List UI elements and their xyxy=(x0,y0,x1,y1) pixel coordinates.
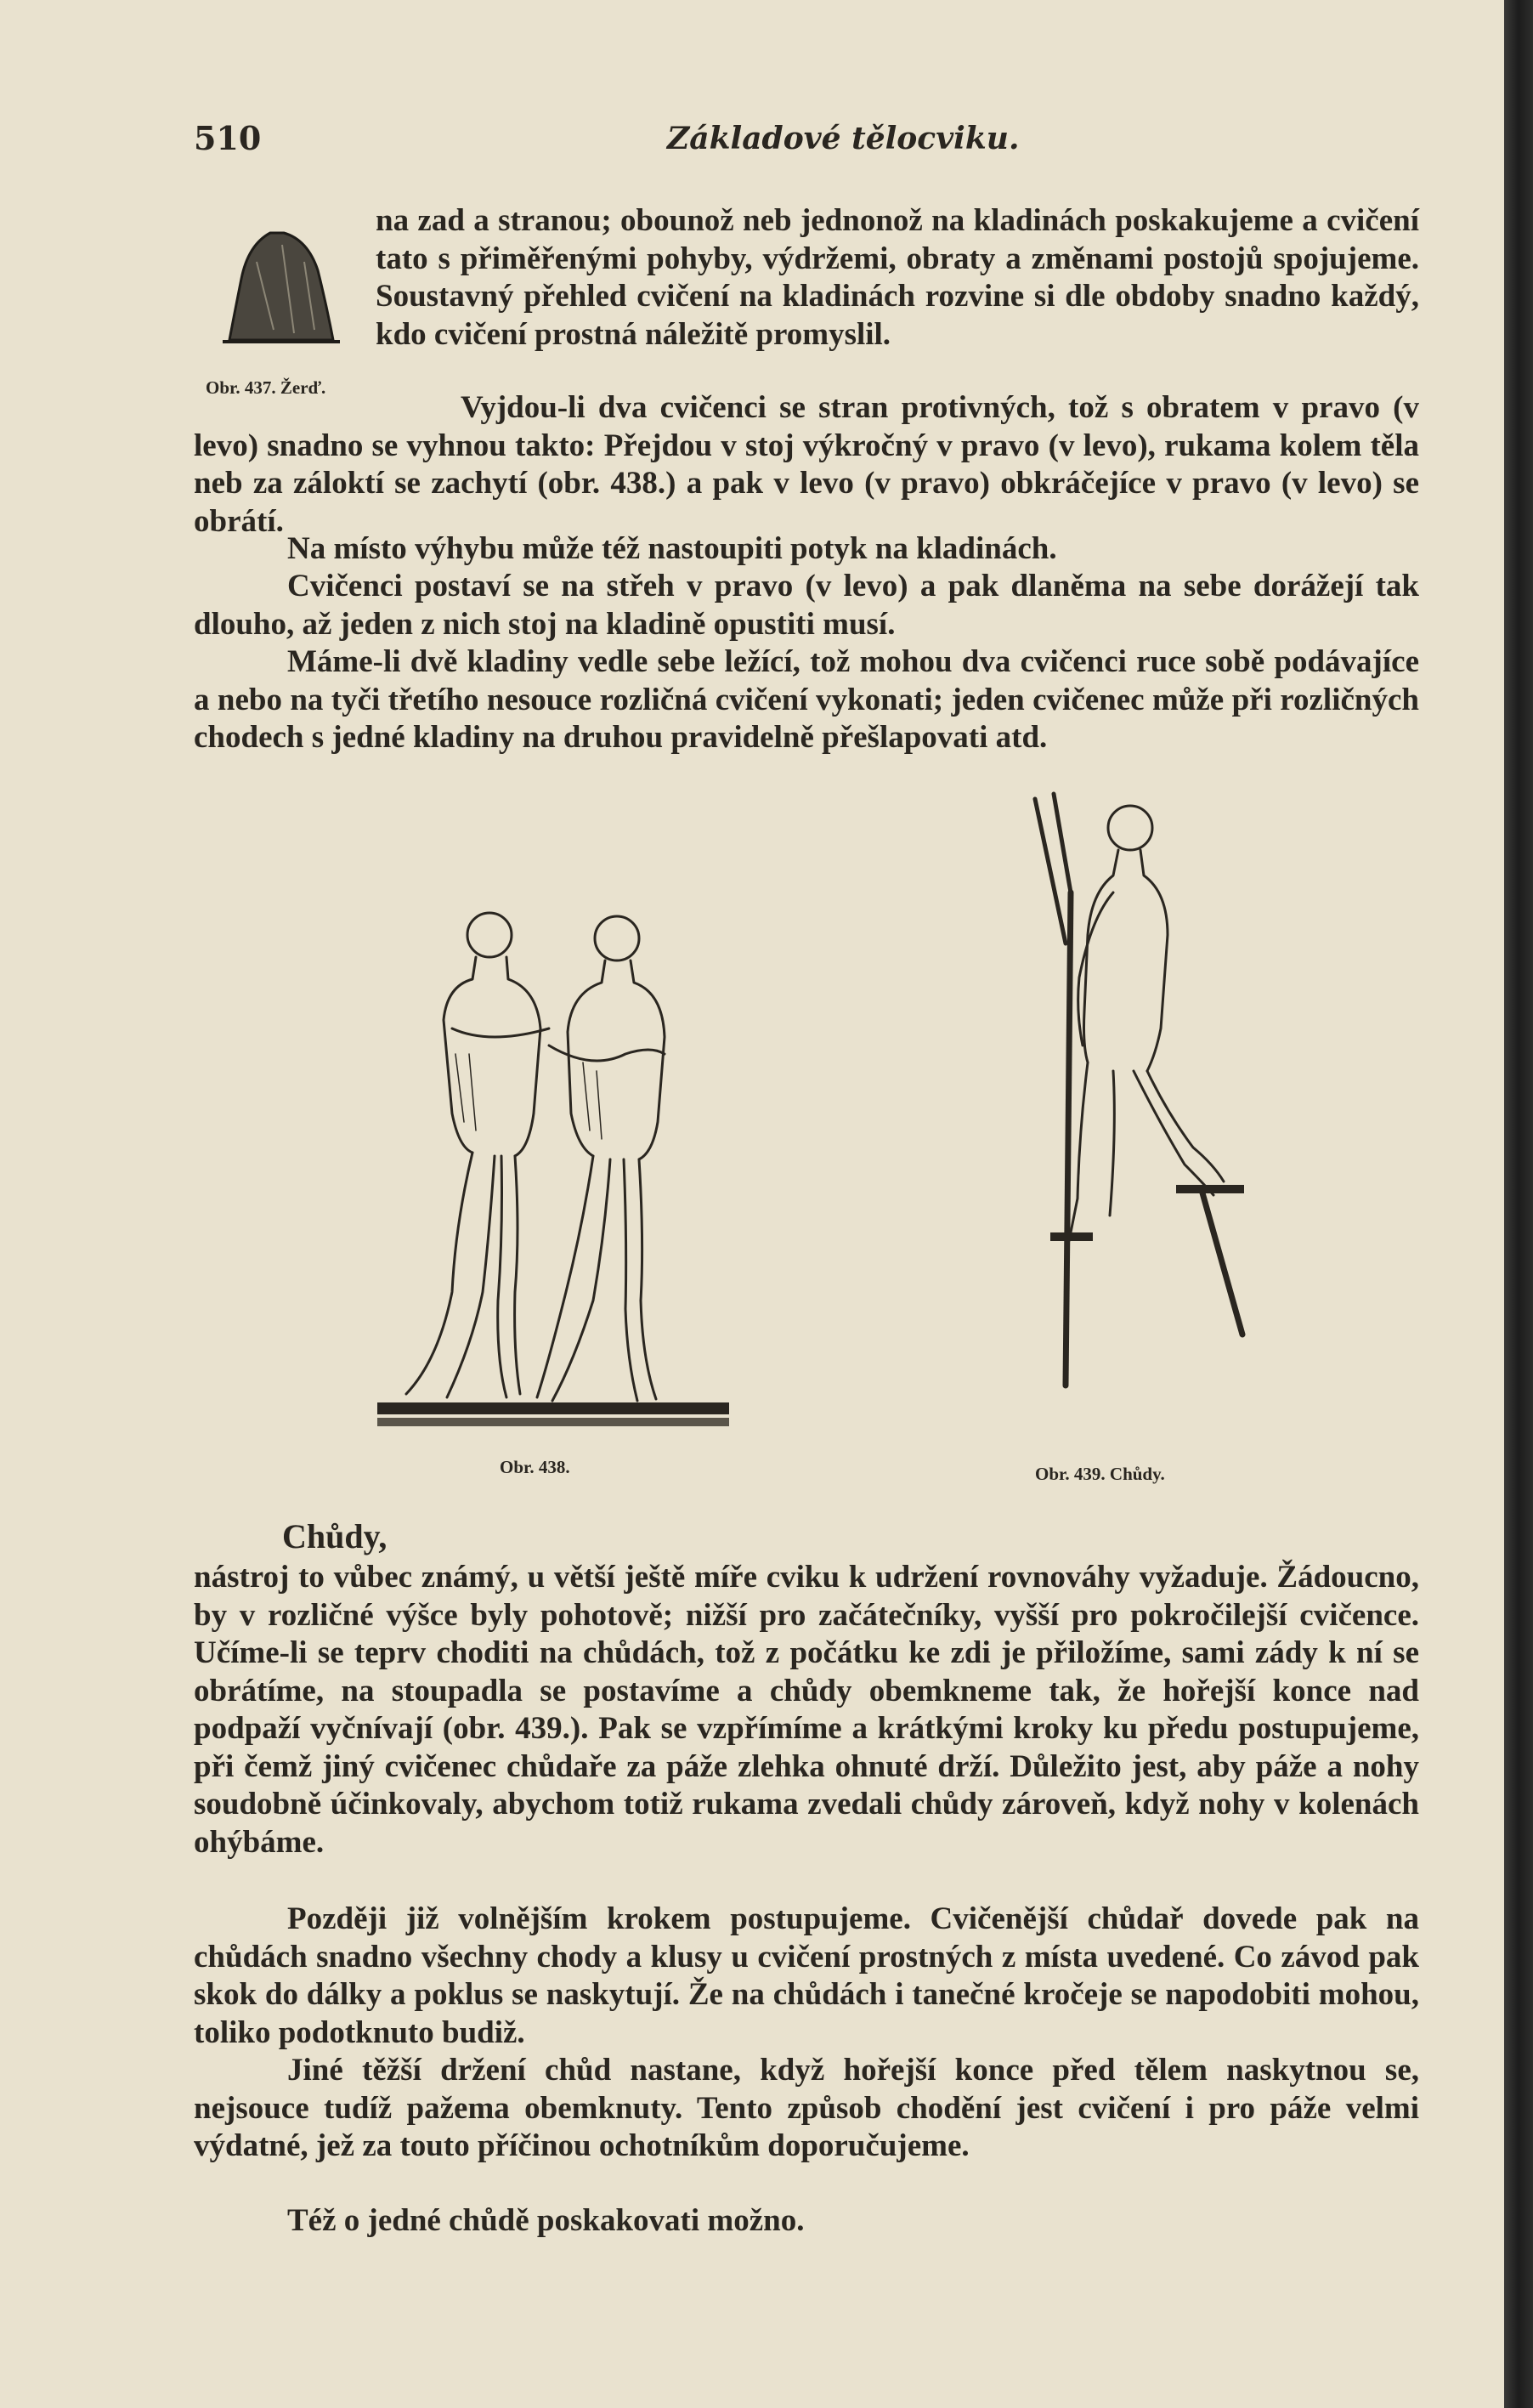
paragraph-5: Máme-li dvě kladiny vedle sebe ležící, tož mohou dva cvičenci ruce sobě podávajíce a nebo na tyči třetího nesouce rozličná cvičení vykonati; jeden cvičenec může při rozličných chodech s jedné kladiny na druhou pravidelně přešlapovati atd. xyxy=(194,644,1419,755)
paragraph-3: Na místo výhybu může též nastoupiti potyk na kladinách. xyxy=(287,531,1057,566)
paragraph-2: Vyjdou-li dva cvičenci se stran protivných, tož s obratem v pravo (v levo) snadno se vyhnou takto: Přejdou v stoj výkročný v pravo (v levo), rukama kolem těla neb za záloktí se zachytí (obr. 438.) a pak v levo (v pravo) obkráčejíce v pravo (v levo) se obrátí. xyxy=(194,390,1419,539)
paragraph-9: Též o jedné chůdě poskakovati možno. xyxy=(287,2203,805,2238)
running-title: Základové tělocviku. xyxy=(667,121,1020,156)
page-number: 510 xyxy=(194,119,262,157)
paragraph-1: na zad a stranou; obounož neb jednonož na kladinách poskakujeme a cvičení tato s přiměřenými pohyby, výdržemi, obraty a změnami postojů spojujeme. Soustavný přehled cvičení na kladinách rozvine si dle obdoby snadno každý, kdo cvičení prostná náležitě promyslil. xyxy=(376,203,1419,352)
book-edge xyxy=(1504,0,1533,2408)
figure-437-caption: Obr. 437. Žerď. xyxy=(206,377,326,398)
paragraph-4: Cvičenci postaví se na střeh v pravo (v levo) a pak dlaněma na sebe dorážejí tak dlouho, až jeden z nich stoj na kladině opustiti musí. xyxy=(194,569,1419,642)
paragraph-6: nástroj to vůbec známý, u větší ještě míře cviku k udržení rovnováhy vyžaduje. Žádoucno, by v rozličné výšce byly pohotově; nižší pro začátečníky, vyšší pro pokročilejší cvičence. Učíme-li se teprv choditi na chůdách, tož z počátku ke zdi je přiložíme, sami zády k ní se obrátíme, na stoupadla se postavíme a chůdy obemkneme tak, že hořejší konce nad podpaží vyčnívají (obr. 439.). Pak se vzpřímíme a krátkými kroky ku předu postupujeme, při čemž jiný cvičenec chůdaře za páže zlehka ohnuté drží. Důležito jest, aby páže a nohy soudobně účinkovaly, abychom totiž rukama zvedali chůdy zároveň, když nohy v kolenách ohýbáme. xyxy=(194,1560,1419,1860)
figure-438-illustration xyxy=(371,901,736,1430)
figure-439-illustration xyxy=(1032,790,1253,1402)
paragraph-7: Později již volnějším krokem postupujeme. Cvičenější chůdař dovede pak na chůdách snadno všechny chody a klusy u cvičení prostných z místa uvedené. Co závod pak skok do dálky a poklus se naskytují. Že na chůdách i tanečné kročeje se napodobiti mohou, toliko podotknuto budiž. xyxy=(194,1901,1419,2050)
paragraph-8: Jiné těžší držení chůd nastane, když hořejší konce před tělem naskytnou se, nejsouce tudíž pažema obemknuty. Tento způsob chodění jest cvičení i pro páže velmi výdatné, jež za touto příčinou ochotníkům doporučujeme. xyxy=(194,2053,1419,2163)
section-title: Chůdy, xyxy=(282,1517,387,1555)
figure-438-caption: Obr. 438. xyxy=(500,1457,570,1477)
figure-439-caption: Obr. 439. Chůdy. xyxy=(1035,1464,1165,1484)
figure-437-illustration xyxy=(223,228,340,348)
